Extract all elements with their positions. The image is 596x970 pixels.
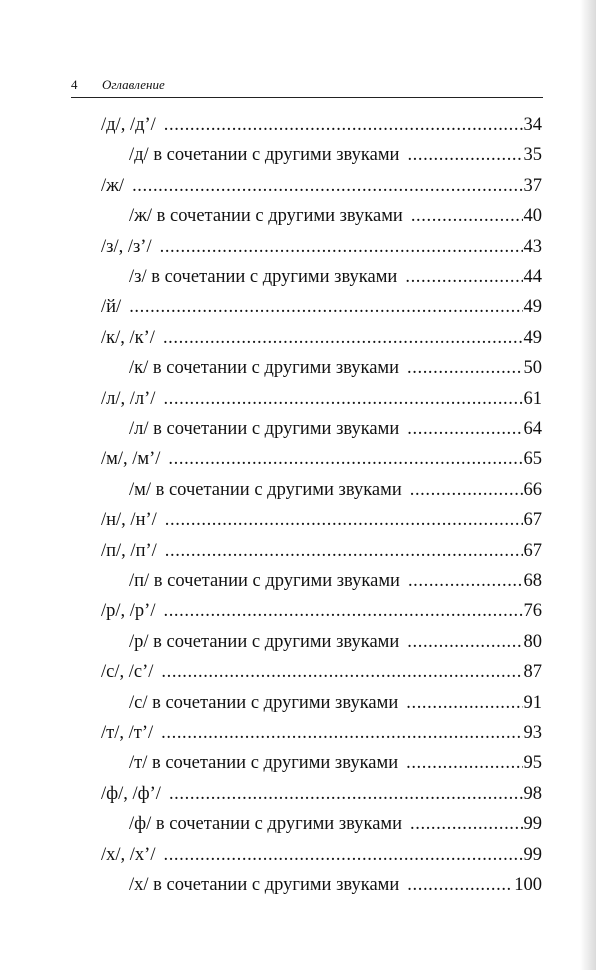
dot-leader [405,266,522,288]
toc-entry-title: /х/, /х’/ [101,845,156,865]
toc-entry-title: /н/, /н’/ [101,510,157,530]
toc-page-number: 67 [523,510,542,530]
dot-leader [410,813,522,835]
toc-page-number: 44 [523,267,542,287]
dot-leader [160,236,523,258]
toc-page-number: 76 [523,601,542,621]
toc-page-number: 68 [523,571,542,591]
toc-page-number: 49 [523,297,542,317]
toc-page-number: 91 [523,693,542,713]
toc-entry[interactable] [101,386,542,410]
toc-entry-title: /л/, /л’/ [101,389,156,409]
dot-leader [164,114,523,136]
toc-page-number: 49 [523,328,542,348]
toc-entry-title: /к/ в сочетании с другими звуками [129,358,400,378]
toc-entry[interactable] [101,294,542,318]
toc-entry-title: /т/ в сочетании с другими звуками [129,753,399,773]
dot-leader [165,540,523,562]
toc-entry-title: /ф/ в сочетании с другими звуками [129,814,403,834]
toc-page-number: 40 [523,206,542,226]
toc-entry-title: /р/, /р’/ [101,601,156,621]
dot-leader [169,783,523,805]
toc-entry-title: /к/, /к’/ [101,328,155,348]
toc-entry[interactable] [101,507,542,531]
toc-entry-title: /т/, /т’/ [101,723,154,743]
toc-subentry[interactable] [129,477,542,501]
toc-page-number: 61 [523,389,542,409]
toc-page-number: 64 [523,419,542,439]
toc-entry[interactable] [101,720,542,744]
dot-leader [407,418,522,440]
toc-page-number: 37 [523,176,542,196]
toc-entry[interactable] [101,446,542,470]
dot-leader [163,844,522,866]
toc-entry[interactable] [101,112,542,136]
toc-page-number: 50 [523,358,542,378]
dot-leader [407,874,513,896]
toc-page-number: 95 [523,753,542,773]
dot-leader [163,327,523,349]
toc-page-number: 43 [523,237,542,257]
dot-leader [411,205,523,227]
toc-entry-title: /р/ в сочетании с другими звуками [129,632,400,652]
dot-leader [406,692,522,714]
toc-entry[interactable] [101,325,542,349]
toc-page-number: 93 [523,723,542,743]
toc-entry-title: /й/ [101,297,122,317]
toc-entry[interactable] [101,234,542,258]
dot-leader [168,448,522,470]
toc-subentry[interactable] [129,750,542,774]
dot-leader [163,388,522,410]
toc-subentry[interactable] [129,416,542,440]
toc-page-number: 66 [523,480,542,500]
toc-page-number: 99 [523,814,542,834]
toc-entry-title: /д/ в сочетании с другими звуками [129,145,400,165]
running-title: Оглавление [102,77,165,92]
dot-leader [407,631,522,653]
dot-leader [129,296,522,318]
dot-leader [406,752,522,774]
dot-leader [163,600,522,622]
toc-subentry[interactable] [129,629,542,653]
toc-page-number: 80 [523,632,542,652]
toc-entry[interactable] [101,173,542,197]
toc-entry-title: /з/, /з’/ [101,237,152,257]
toc-page-number: 100 [514,875,542,895]
toc-entry-title: /ф/, /ф’/ [101,784,161,804]
toc-entry-title: /с/ в сочетании с другими звуками [129,693,399,713]
toc-entry[interactable] [101,781,542,805]
dot-leader [161,722,522,744]
toc-entry-title: /л/ в сочетании с другими звуками [129,419,400,439]
toc-entry-title: /п/ в сочетании с другими звуками [129,571,400,591]
toc-entry-title: /м/, /м’/ [101,449,161,469]
toc-entry-title: /ж/ в сочетании с другими звуками [129,206,403,226]
dot-leader [165,509,523,531]
toc-entry-title: /д/, /д’/ [101,115,156,135]
toc-entry-title: /с/, /с’/ [101,662,154,682]
toc-entry[interactable] [101,659,542,683]
toc-subentry[interactable] [129,872,542,896]
toc-page-number: 98 [523,784,542,804]
toc-page-number: 87 [523,662,542,682]
toc-subentry[interactable] [129,142,542,166]
toc-page-number: 99 [523,845,542,865]
toc-subentry[interactable] [129,690,542,714]
dot-leader [407,357,522,379]
dot-leader [410,479,523,501]
toc-page-number: 35 [523,145,542,165]
toc-subentry[interactable] [129,568,542,592]
toc-entry[interactable] [101,538,542,562]
dot-leader [408,570,523,592]
dot-leader [161,661,522,683]
toc-page-number: 67 [523,541,542,561]
toc-subentry[interactable] [129,264,542,288]
toc-entry-title: /з/ в сочетании с другими звуками [129,267,398,287]
toc-subentry[interactable] [129,203,542,227]
toc-subentry[interactable] [129,811,542,835]
toc-entry[interactable] [101,598,542,622]
page-number: 4 [71,77,78,92]
toc-entry-title: /п/, /п’/ [101,541,157,561]
toc-entry[interactable] [101,842,542,866]
toc-entry-title: /ж/ [101,176,125,196]
dot-leader [407,144,522,166]
toc-entry-title: /х/ в сочетании с другими звуками [129,875,400,895]
toc-subentry[interactable] [129,355,542,379]
toc-page-number: 34 [523,115,542,135]
dot-leader [132,175,522,197]
toc-entry-title: /м/ в сочетании с другими звуками [129,480,402,500]
toc-page-number: 65 [523,449,542,469]
